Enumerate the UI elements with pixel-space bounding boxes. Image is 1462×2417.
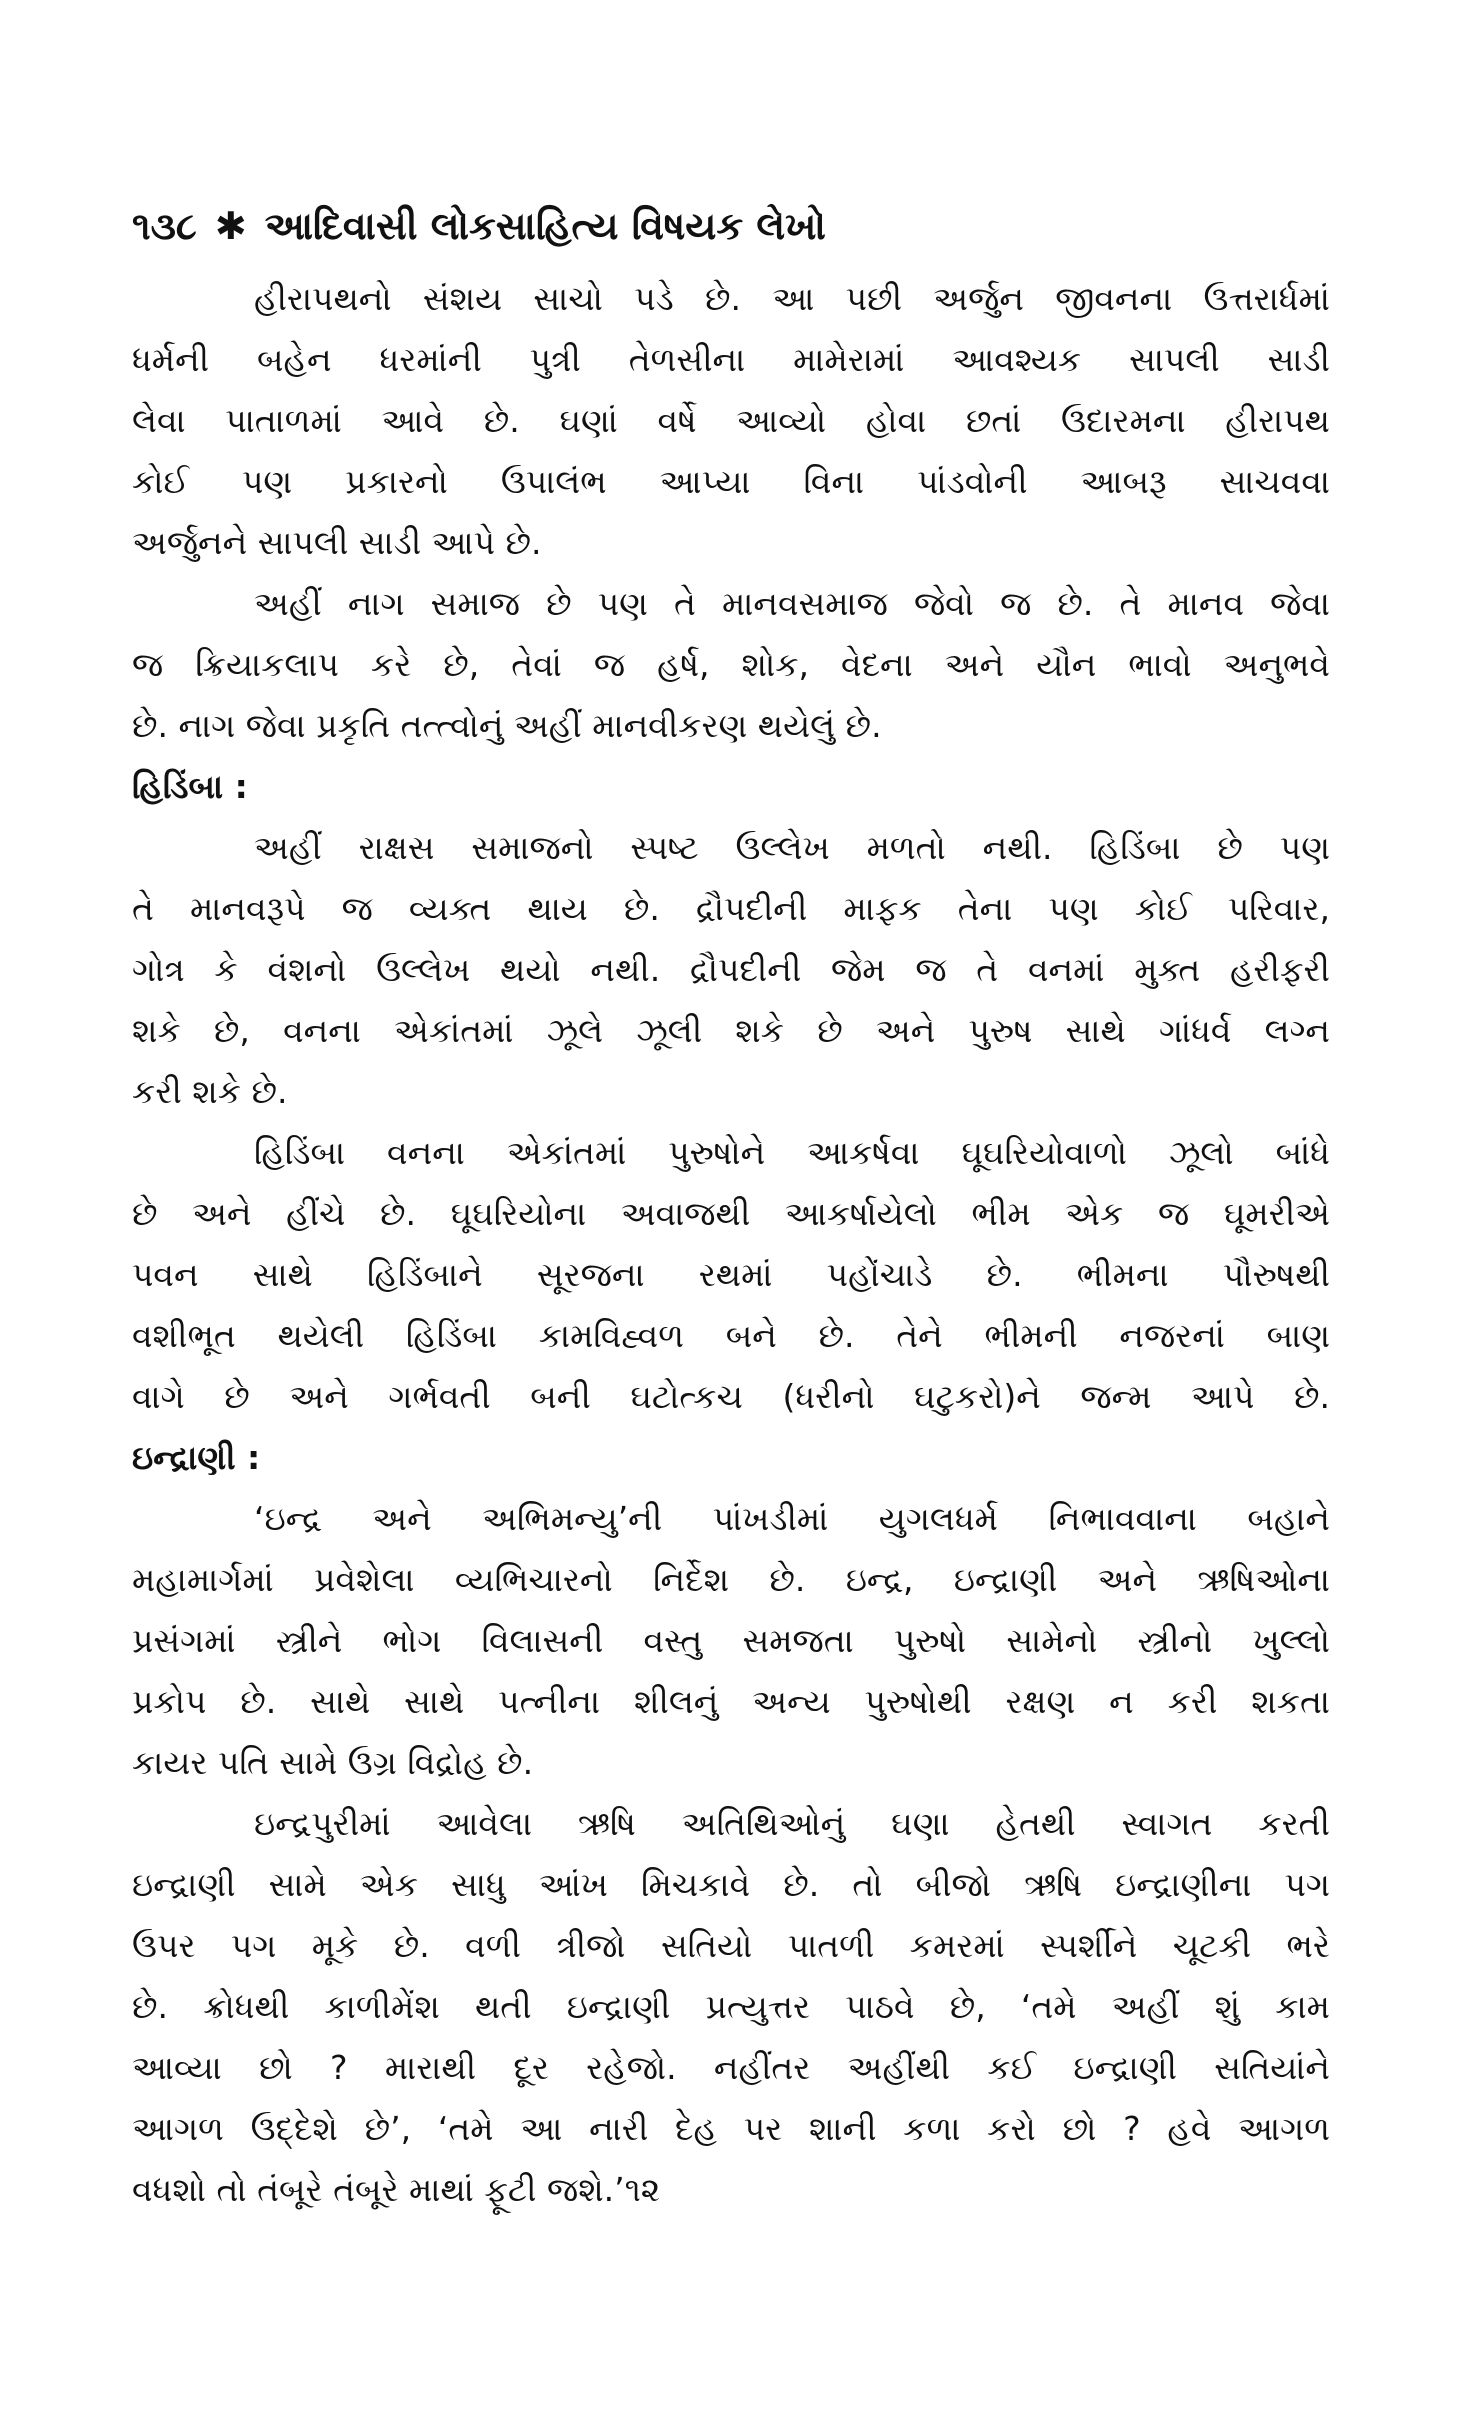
paragraph-line: અહીં રાક્ષસ સમાજનો સ્પષ્ટ ઉલ્લેખ મળતો નથી. હિડિંબા છે પણ [254, 828, 1330, 867]
paragraph-line: મહામાર્ગમાં પ્રવેશેલા વ્યભિચારનો નિર્દેશ છે. ઇન્દ્ર, ઇન્દ્રાણી અને ઋષિઓના [132, 1560, 1330, 1599]
paragraph-line: ઇન્દ્રાણી સામે એક સાધુ આંખ મિચકાવે છે. તો બીજો ઋષિ ઇન્દ્રાણીના પગ [132, 1865, 1330, 1904]
paragraph-line: તે માનવરૂપે જ વ્યક્ત થાય છે. દ્રૌપદીની માફક તેના પણ કોઈ પરિવાર, [132, 889, 1330, 928]
paragraph-line: શકે છે, વનના એકાંતમાં ઝૂલે ઝૂલી શકે છે અને પુરુષ સાથે ગાંધર્વ લગ્ન [132, 1011, 1330, 1050]
paragraph-line: અહીં નાગ સમાજ છે પણ તે માનવસમાજ જેવો જ છે. તે માનવ જેવા [254, 584, 1330, 623]
paragraph-line: વધશો તો તંબૂરે તંબૂરે માથાં ફૂટી જશે.’૧૨ [132, 2170, 661, 2209]
paragraph-line: પ્રકોપ છે. સાથે સાથે પત્નીના શીલનું અન્ય પુરુષોથી રક્ષણ ન કરી શકતા [132, 1682, 1330, 1721]
running-header [132, 200, 826, 252]
paragraph-line: વશીભૂત થયેલી હિડિંબા કામવિહ્વળ બને છે. તેને ભીમની નજરનાં બાણ [132, 1316, 1330, 1355]
paragraph-line: કાયર પતિ સામે ઉગ્ર વિદ્રોહ છે. [132, 1743, 534, 1782]
page-number: ૧૩૮ [132, 204, 197, 248]
paragraph-line: છે. નાગ જેવા પ્રકૃતિ તત્ત્વોનું અહીં માનવીકરણ થયેલું છે. [132, 706, 882, 745]
paragraph-line: ગોત્ર કે વંશનો ઉલ્લેખ થયો નથી. દ્રૌપદીની જેમ જ તે વનમાં મુક્ત હરીફરી [132, 950, 1330, 989]
section-heading-indrani: ઇન્દ્રાણી : [132, 1438, 261, 1477]
paragraph-line: હીરાપથનો સંશય સાચો પડે છે. આ પછી અર્જુન જીવનના ઉત્તરાર્ધમાં [254, 279, 1330, 318]
paragraph-line: ‘ઇન્દ્ર અને અભિમન્યુ’ની પાંખડીમાં યુગલધર્મ નિભાવવાના બહાને [254, 1499, 1330, 1538]
paragraph-line: આવ્યા છો ? મારાથી દૂર રહેજો. નહીંતર અહીંથી કઈ ઇન્દ્રાણી સતિયાંને [132, 2048, 1330, 2087]
paragraph-line: ઉપર પગ મૂકે છે. વળી ત્રીજો સતિયો પાતળી કમરમાં સ્પર્શીને ચૂટકી ભરે [132, 1926, 1330, 1965]
paragraph-line: કોઈ પણ પ્રકારનો ઉપાલંભ આપ્યા વિના પાંડવોની આબરૂ સાચવવા [132, 462, 1330, 501]
section-heading-hidimba: હિડિંબા : [132, 767, 248, 806]
paragraph-line: ઇન્દ્રપુરીમાં આવેલા ઋષિ અતિથિઓનું ઘણા હેતથી સ્વાગત કરતી [254, 1804, 1330, 1843]
paragraph-line: પવન સાથે હિડિંબાને સૂરજના રથમાં પહોંચાડે છે. ભીમના પૌરુષથી [132, 1255, 1330, 1294]
paragraph-line: અર્જુનને સાપલી સાડી આપે છે. [132, 523, 542, 562]
paragraph-line: કરી શકે છે. [132, 1072, 288, 1111]
paragraph-line: હિડિંબા વનના એકાંતમાં પુરુષોને આકર્ષવા ઘૂઘરિયોવાળો ઝૂલો બાંધે [254, 1133, 1330, 1172]
asterisk-separator-icon: ✱ [214, 204, 247, 248]
paragraph-line: છે. ક્રોધથી કાળીમેંશ થતી ઇન્દ્રાણી પ્રત્યુત્તર પાઠવે છે, ‘તમે અહીં શું કામ [132, 1987, 1330, 2026]
paragraph-line: ધર્મની બહેન ધરમાંની પુત્રી તેળસીના મામેરામાં આવશ્યક સાપલી સાડી [132, 340, 1330, 379]
paragraph-line: વાગે છે અને ગર્ભવતી બની ઘટોત્કચ (ધરીનો ઘટુકરો)ને જન્મ આપે છે. [132, 1377, 1330, 1416]
paragraph-line: લેવા પાતાળમાં આવે છે. ઘણાં વર્ષે આવ્યો હોવા છતાં ઉદારમના હીરાપથ [132, 401, 1330, 440]
paragraph-line: પ્રસંગમાં સ્ત્રીને ભોગ વિલાસની વસ્તુ સમજતા પુરુષો સામેનો સ્ત્રીનો ખુલ્લો [132, 1621, 1330, 1660]
body-text [132, 268, 1330, 2220]
book-title: આદિવાસી લોકસાહિત્ય વિષયક લેખો [264, 204, 826, 248]
paragraph-line: આગળ ઉદ્દેશે છે’, ‘તમે આ નારી દેહ પર શાની કળા કરો છો ? હવે આગળ [132, 2109, 1330, 2148]
paragraph-line: છે અને હીંચે છે. ઘૂઘરિયોના અવાજથી આકર્ષાયેલો ભીમ એક જ ઘૂમરીએ [132, 1194, 1330, 1233]
paragraph-line: જ ક્રિયાકલાપ કરે છે, તેવાં જ હર્ષ, શોક, વેદના અને યૌન ભાવો અનુભવે [132, 645, 1330, 684]
